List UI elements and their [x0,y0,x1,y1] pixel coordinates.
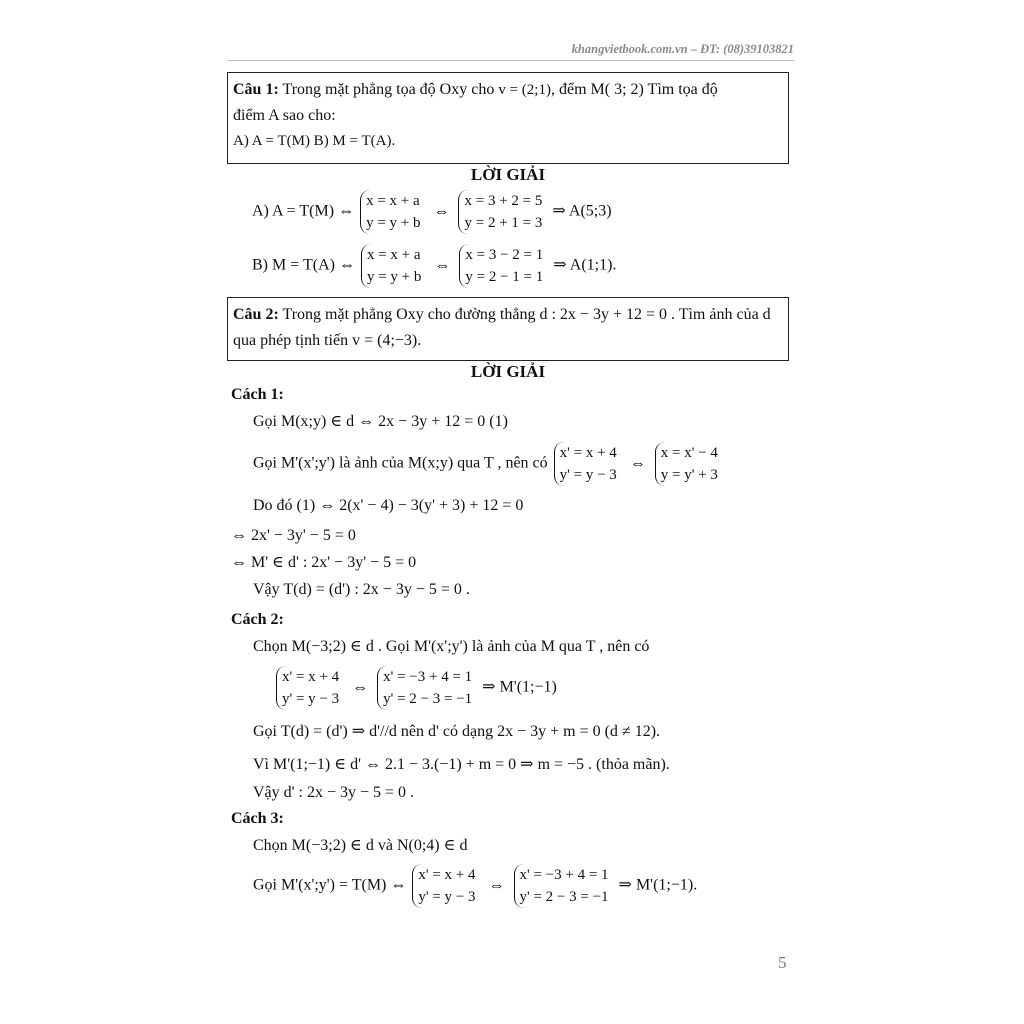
method-2-line-4: Vì M'(1;−1) ∈ d' ⇔ 2.1 − 3.(−1) + m = 0 ⇒ m = −5 . (thỏa mãn). [253,756,670,773]
part-b-result: ⇒ A(1;1). [553,256,617,274]
page-number: 5 [778,953,787,972]
method-2-system-1: x' = x + 4 y' = y − 3 [276,666,343,710]
question-1-text-b: , đểm M( 3; 2) Tìm tọa độ [550,81,718,98]
method-1-line-6: Vậy T(d) = (d') : 2x − 3y − 5 = 0 . [253,581,470,598]
method-3-line-1: Chọn M(−3;2) ∈ d và N(0;4) ∈ d [253,837,468,854]
method-3-system-1: x' = x + 4 y' = y − 3 [412,864,479,908]
method-3-line-2: Gọi M'(x';y') = T(M) ⇔ x' = x + 4 y' = y − 3 ⇔ x' = −3 + 4 = 1 y' = 2 − 3 = −1 ⇒ M'(1;−1). [253,864,697,908]
page-header: khangvietbook.com.vn – ĐT: (08)39103821 [571,42,794,56]
method-1-line-2-text: Gọi M'(x';y') là ảnh của M(x;y) qua T , nên có [253,454,548,472]
question-2-text: Trong mặt phẳng Oxy cho đường thẳng d : 2x − 3y + 12 = 0 . Tìm ảnh của d [282,306,771,323]
method-1-line-2: Gọi M'(x';y') là ảnh của M(x;y) qua T , nên có x' = x + 4 y' = y − 3 ⇔ x = x' − 4 y = y' + 3 [253,442,724,486]
method-3-result: ⇒ M'(1;−1). [618,876,698,894]
part-b-system-2: x = 3 − 2 = 1 y = 2 − 1 = 1 [459,244,547,288]
method-2-label: Cách 2: [231,611,284,628]
method-1-system-1: x' = x + 4 y' = y − 3 [554,442,621,486]
method-1-label: Cách 1: [231,386,284,403]
part-b-lhs: B) M = T(A) ⇔ [252,256,355,274]
question-2-label: Câu 2: [233,306,279,323]
method-2-line-2: x' = x + 4 y' = y − 3 ⇔ x' = −3 + 4 = 1 y' = 2 − 3 = −1 ⇒ M'(1;−1) [274,666,557,710]
question-1-vector: v = (2;1) [498,82,551,98]
question-2-box [227,297,789,361]
method-3-label: Cách 3: [231,810,284,827]
method-2-line-3: Gọi T(d) = (d') ⇒ d'//d nên d' có dạng 2x − 3y + m = 0 (d ≠ 12). [253,723,661,740]
method-2-system-2: x' = −3 + 4 = 1 y' = 2 − 3 = −1 [377,666,476,710]
question-1-line-2: điểm A sao cho: [233,106,336,124]
question-1-line-1 [233,77,783,103]
method-2-line-5: Vậy d' : 2x − 3y − 5 = 0 . [253,784,415,801]
solution-1-part-a: A) A = T(M) ⇔ x = x + a y = y + b ⇔ x = 3 + 2 = 5 y = 2 + 1 = 3 ⇒ A(5;3) [252,190,612,234]
method-1-system-2: x = x' − 4 y = y' + 3 [655,442,722,486]
question-2-line-2: qua phép tịnh tiến v = (4;−3). [233,331,422,349]
method-3-line-2-text: Gọi M'(x';y') = T(M) ⇔ [253,876,407,894]
question-1-line-3: A) A = T(M) B) M = T(A). [233,132,396,149]
method-1-line-5: ⇔ M' ∈ d' : 2x' − 3y' − 5 = 0 [231,554,417,571]
header-rule [228,60,794,61]
solution-2-title: LỜI GIẢI [470,362,546,381]
part-b-system-1: x = x + a y = y + b [361,244,425,288]
solution-1-part-b: B) M = T(A) ⇔ x = x + a y = y + b ⇔ x = 3 − 2 = 1 y = 2 − 1 = 1 ⇒ A(1;1). [252,244,616,288]
method-1-line-4: ⇔ 2x' − 3y' − 5 = 0 [231,527,356,544]
question-1-label: Câu 1: [233,81,279,98]
solution-1-title: LỜI GIẢI [470,165,546,184]
method-2-result: ⇒ M'(1;−1) [482,678,557,696]
part-a-system-1: x = x + a y = y + b [360,190,424,234]
question-2-line-1 [233,302,783,328]
method-1-line-1: Gọi M(x;y) ∈ d ⇔ 2x − 3y + 12 = 0 (1) [253,413,508,430]
question-1-text: Trong mặt phẳng tọa độ Oxy cho [282,81,495,98]
method-2-line-1: Chọn M(−3;2) ∈ d . Gọi M'(x';y') là ảnh của M qua T , nên có [253,638,650,655]
method-1-line-3: Do đó (1) ⇔ 2(x' − 4) − 3(y' + 3) + 12 = 0 [253,497,524,514]
question-1-box [227,72,789,164]
part-a-system-2: x = 3 + 2 = 5 y = 2 + 1 = 3 [458,190,546,234]
method-3-system-2: x' = −3 + 4 = 1 y' = 2 − 3 = −1 [514,864,613,908]
part-a-result: ⇒ A(5;3) [552,202,612,220]
part-a-lhs: A) A = T(M) ⇔ [252,202,355,220]
